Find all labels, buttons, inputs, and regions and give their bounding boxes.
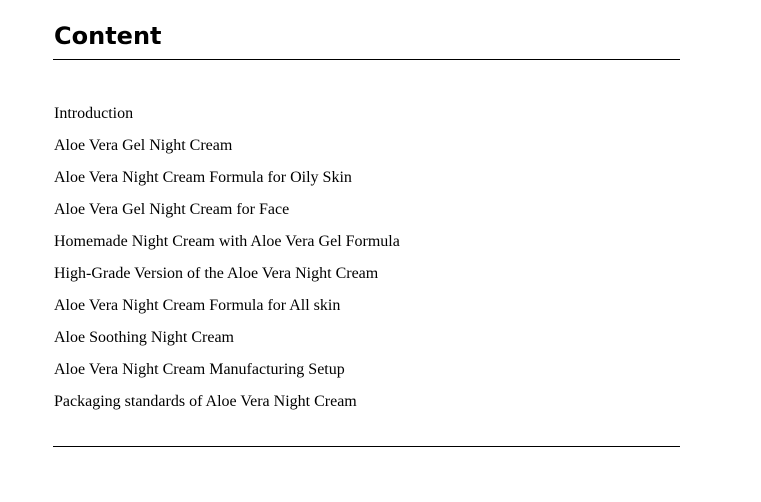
toc-item-oily-skin-formula: Aloe Vera Night Cream Formula for Oily Skin xyxy=(54,169,352,186)
toc-item-introduction: Introduction xyxy=(54,105,134,122)
page-title: Content xyxy=(54,22,162,50)
bottom-divider xyxy=(53,446,680,447)
toc-item-all-skin-formula: Aloe Vera Night Cream Formula for All skin xyxy=(54,297,341,314)
top-divider xyxy=(53,59,680,60)
toc-item-gel-cream-for-face: Aloe Vera Gel Night Cream for Face xyxy=(54,201,290,218)
toc-item-homemade-formula: Homemade Night Cream with Aloe Vera Gel Formula xyxy=(54,233,400,250)
table-of-contents xyxy=(54,102,400,422)
toc-item-soothing-night-cream: Aloe Soothing Night Cream xyxy=(54,329,234,346)
toc-item-gel-night-cream: Aloe Vera Gel Night Cream xyxy=(54,137,233,154)
toc-item-high-grade-version: High-Grade Version of the Aloe Vera Night Cream xyxy=(54,265,379,282)
toc-item-manufacturing-setup: Aloe Vera Night Cream Manufacturing Setup xyxy=(54,361,345,378)
toc-item-packaging-standards: Packaging standards of Aloe Vera Night Cream xyxy=(54,393,357,410)
